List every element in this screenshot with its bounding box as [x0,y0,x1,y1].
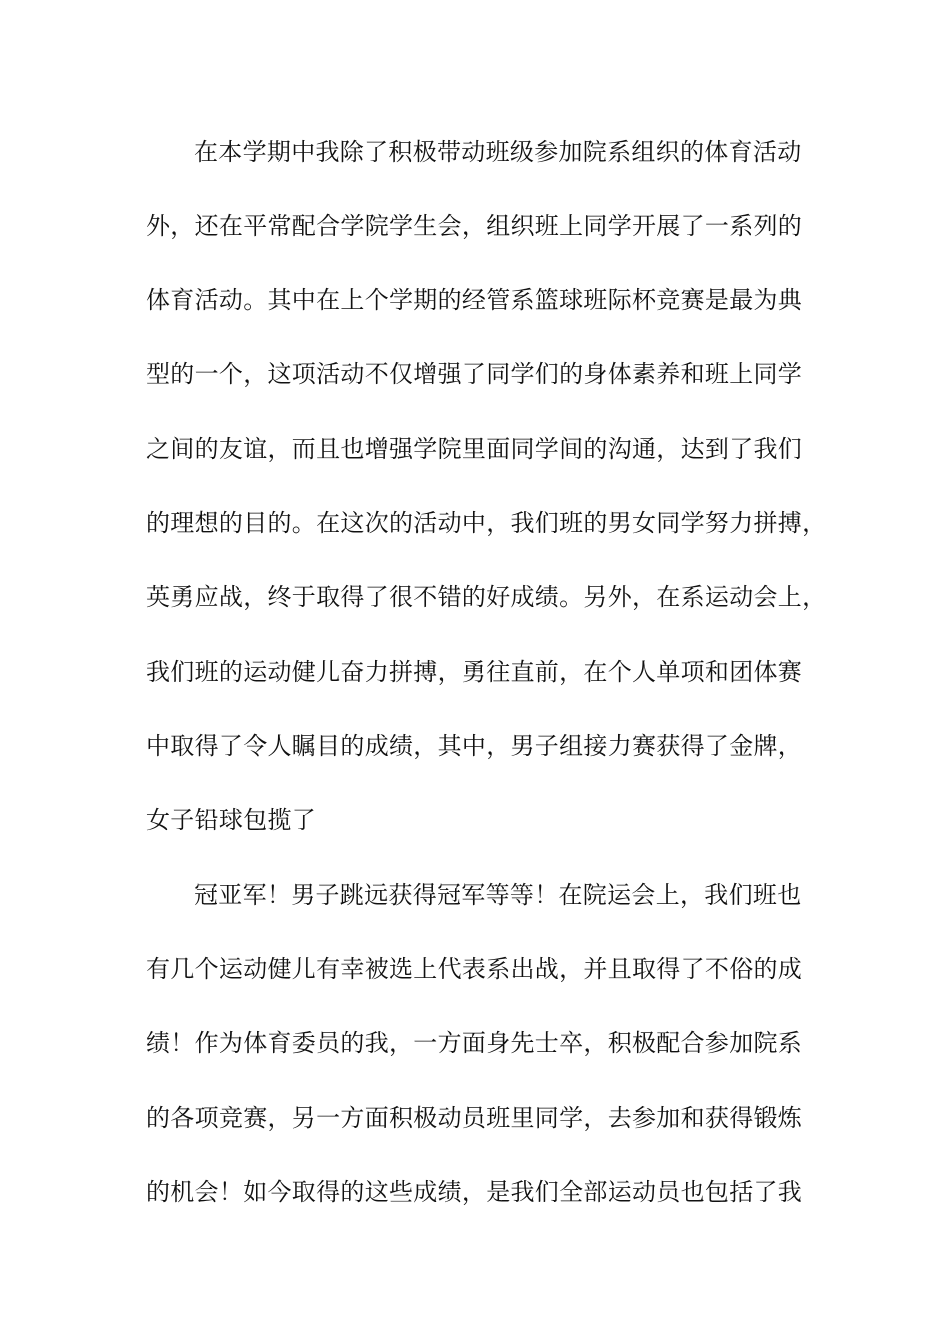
text-line: 我们班的运动健儿奋力拼搏，勇往直前，在个人单项和团体赛 [146,658,803,686]
text-line: 的机会！如今取得的这些成绩，是我们全部运动员也包括了我 [146,1178,803,1206]
text-line: 的各项竞赛，另一方面积极动员班里同学，去参加和获得锻炼 [146,1104,803,1132]
text-line: 有几个运动健儿有幸被选上代表系出战，并且取得了不俗的成 [146,955,803,983]
text-line: 型的一个，这项活动不仅增强了同学们的身体素养和班上同学 [146,360,803,388]
text-line: 之间的友谊，而且也增强学院里面同学间的沟通，达到了我们 [146,435,803,463]
text-line: 绩！作为体育委员的我，一方面身先士卒，积极配合参加院系 [146,1029,803,1057]
text-line: 女子铅球包揽了 [146,806,317,834]
text-line: 在本学期中我除了积极带动班级参加院系组织的体育活动 [194,138,802,166]
text-line: 体育活动。其中在上个学期的经管系篮球班际杯竞赛是最为典 [146,286,803,314]
text-line: 外，还在平常配合学院学生会，组织班上同学开展了一系列的 [146,212,803,240]
text-line: 英勇应战，终于取得了很不错的好成绩。另外，在系运动会上， [146,583,827,611]
text-line: 中取得了令人瞩目的成绩，其中，男子组接力赛获得了金牌， [146,732,803,760]
text-line: 的理想的目的。在这次的活动中，我们班的男女同学努力拼搏， [146,509,827,537]
text-line: 冠亚军！男子跳远获得冠军等等！在院运会上，我们班也 [194,881,802,909]
